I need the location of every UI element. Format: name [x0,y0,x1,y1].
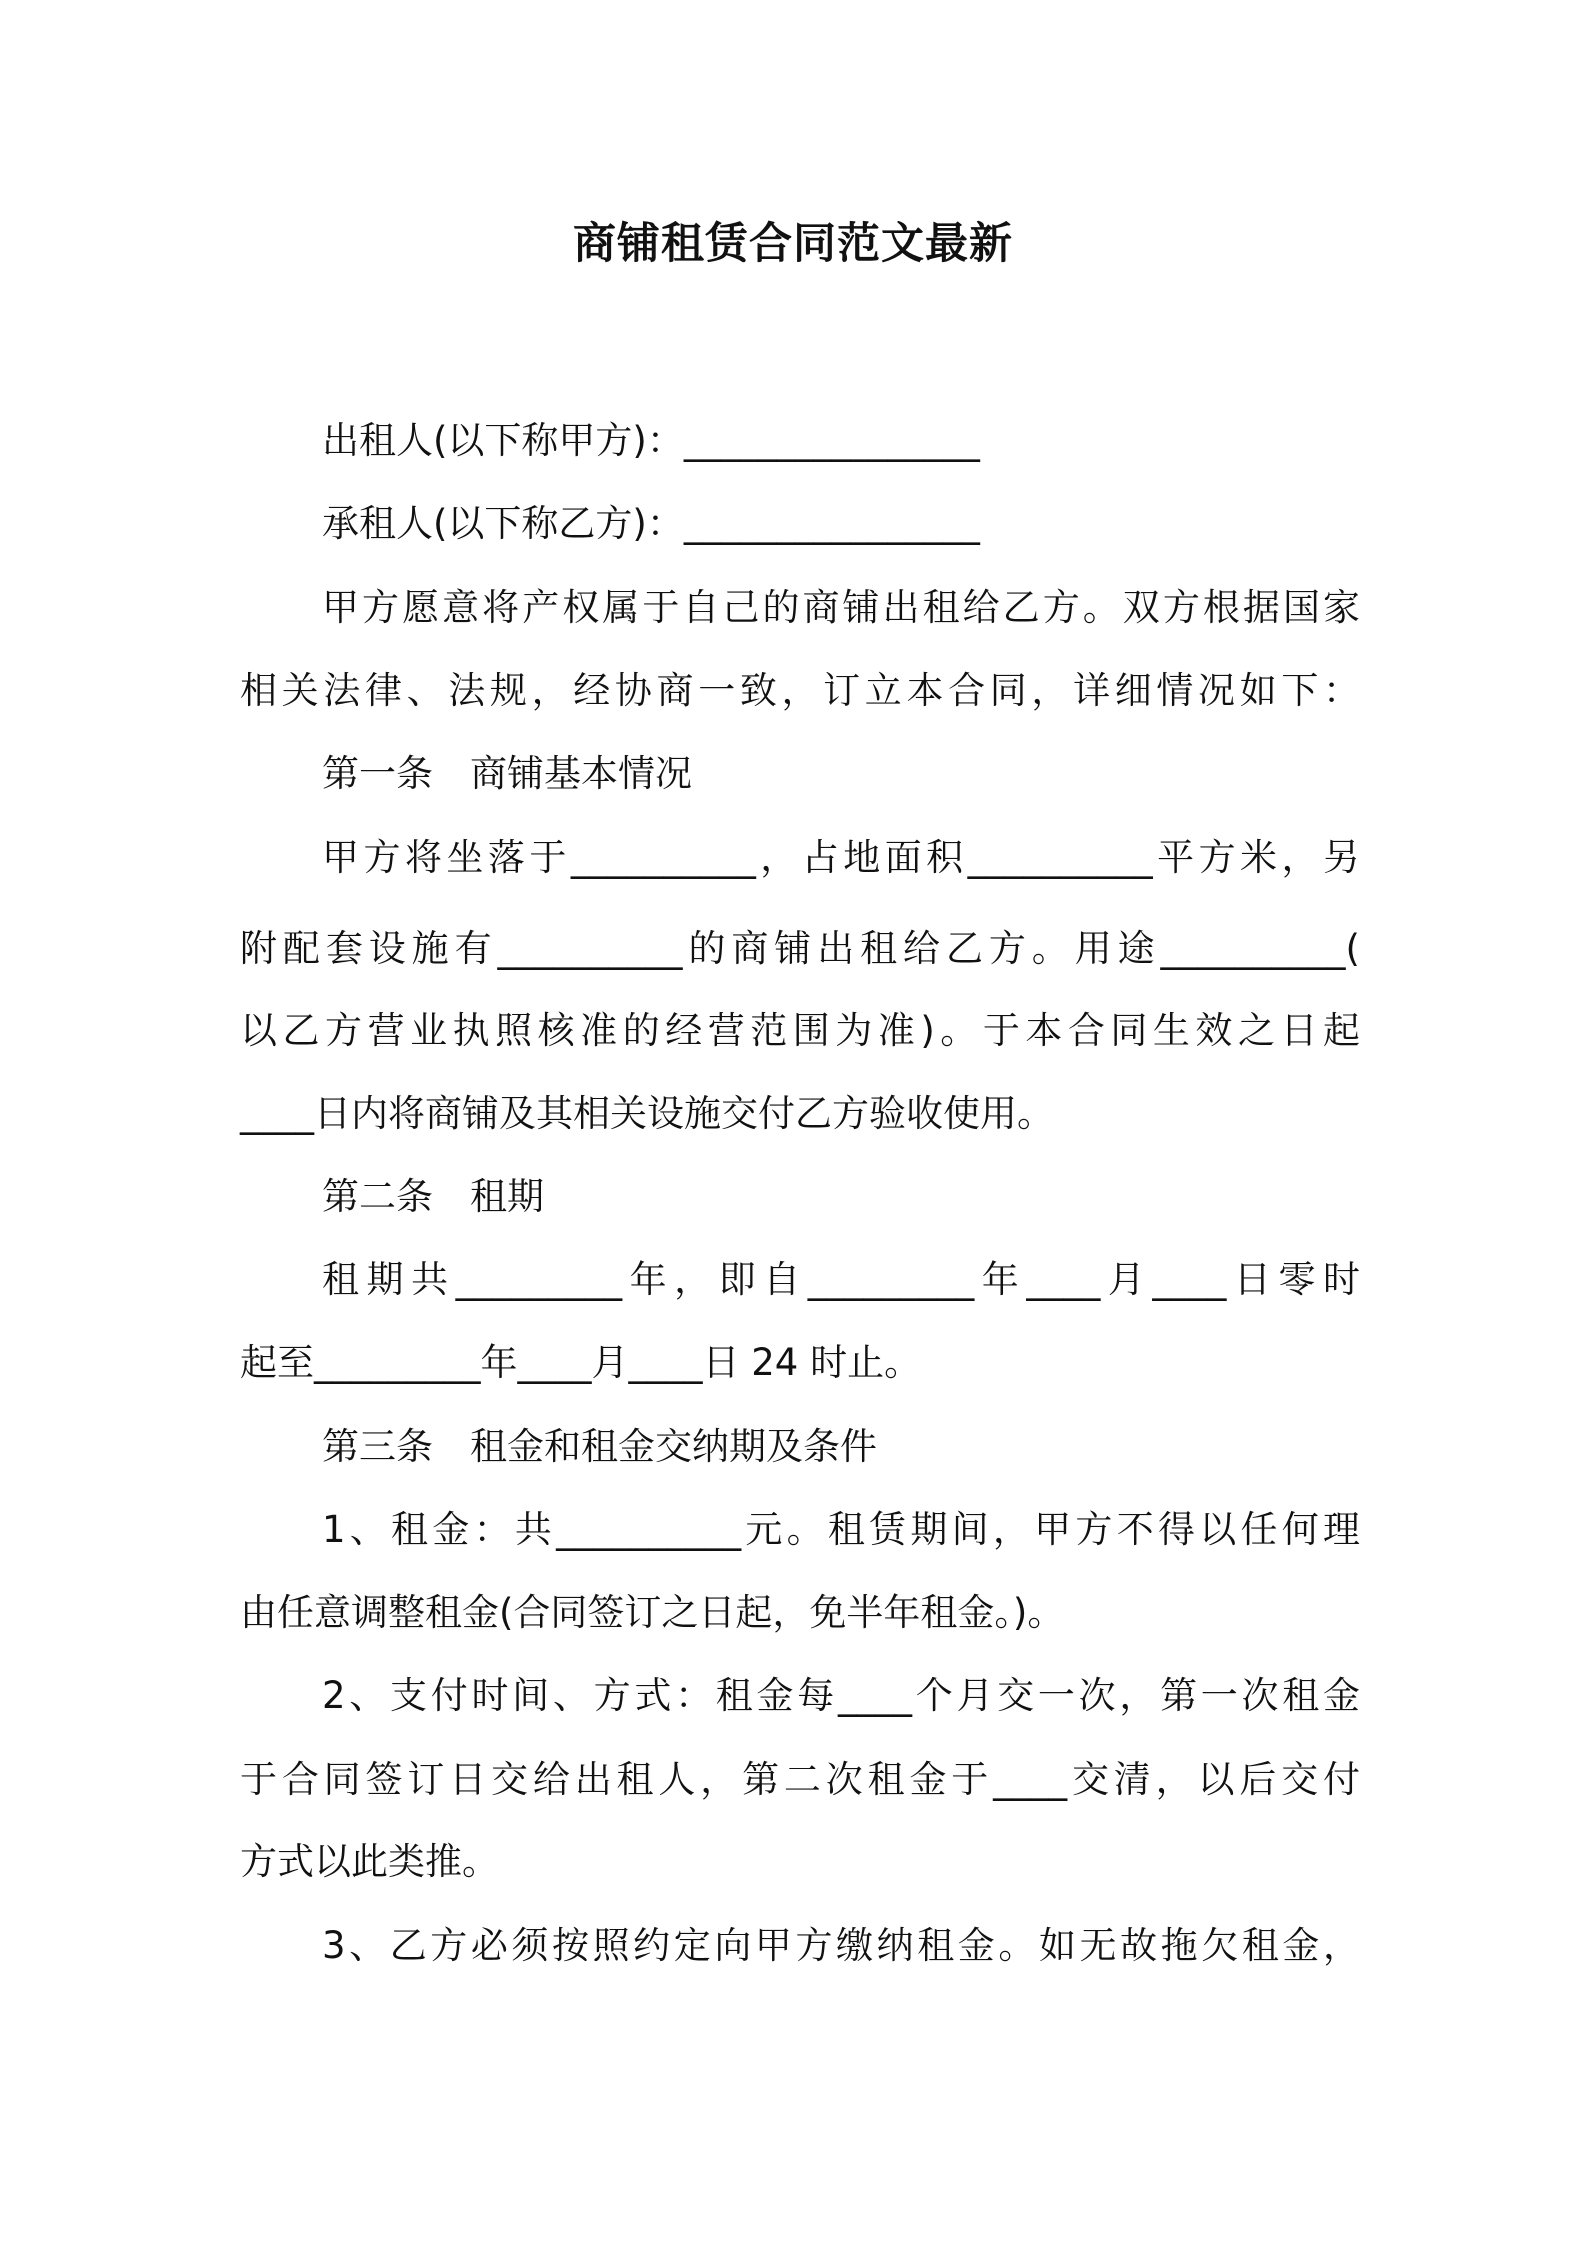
article-2-line-1: 租期共_________年，即自_________年____月____日零时 [322,1258,1360,1301]
article-3-item-3-line-1: 3、乙方必须按照约定向甲方缴纳租金。如无故拖欠租金， [322,1924,1360,1967]
article-1-line-3: 以乙方营业执照核准的经营范围为准)。于本合同生效之日起 [240,1009,1360,1052]
preamble-line-2: 相关法律、法规，经协商一致，订立本合同，详细情况如下： [240,669,1360,712]
article-3-item-1-line-2: 由任意调整租金(合同签订之日起，免半年租金。)。 [240,1591,1065,1634]
article-3-heading: 第三条 租金和租金交纳期及条件 [322,1425,877,1468]
article-1-heading: 第一条 商铺基本情况 [322,752,692,795]
article-1-line-2: 附配套设施有__________的商铺出租给乙方。用途__________( [240,927,1360,970]
article-3-item-2-line-3: 方式以此类推。 [240,1840,499,1883]
preamble-line-1: 甲方愿意将产权属于自己的商铺出租给乙方。双方根据国家 [322,586,1360,629]
article-2-line-2: 起至_________年____月____日 24 时止。 [240,1341,922,1384]
article-3-item-2-line-1: 2、支付时间、方式：租金每____个月交一次，第一次租金 [322,1674,1360,1717]
article-3-item-2-line-2: 于合同签订日交给出租人，第二次租金于____交清，以后交付 [240,1758,1360,1801]
article-1-line-1: 甲方将坐落于__________，占地面积__________平方米，另 [322,836,1360,879]
lessee-line: 承租人(以下称乙方)：________________ [322,502,980,545]
lessor-line: 出租人(以下称甲方)：________________ [322,419,980,462]
article-3-item-1-line-1: 1、租金：共__________元。租赁期间，甲方不得以任何理 [322,1508,1360,1551]
article-2-heading: 第二条 租期 [322,1175,544,1218]
article-1-line-4: ____日内将商铺及其相关设施交付乙方验收使用。 [240,1092,1054,1135]
document-title: 商铺租赁合同范文最新 [573,219,1013,269]
